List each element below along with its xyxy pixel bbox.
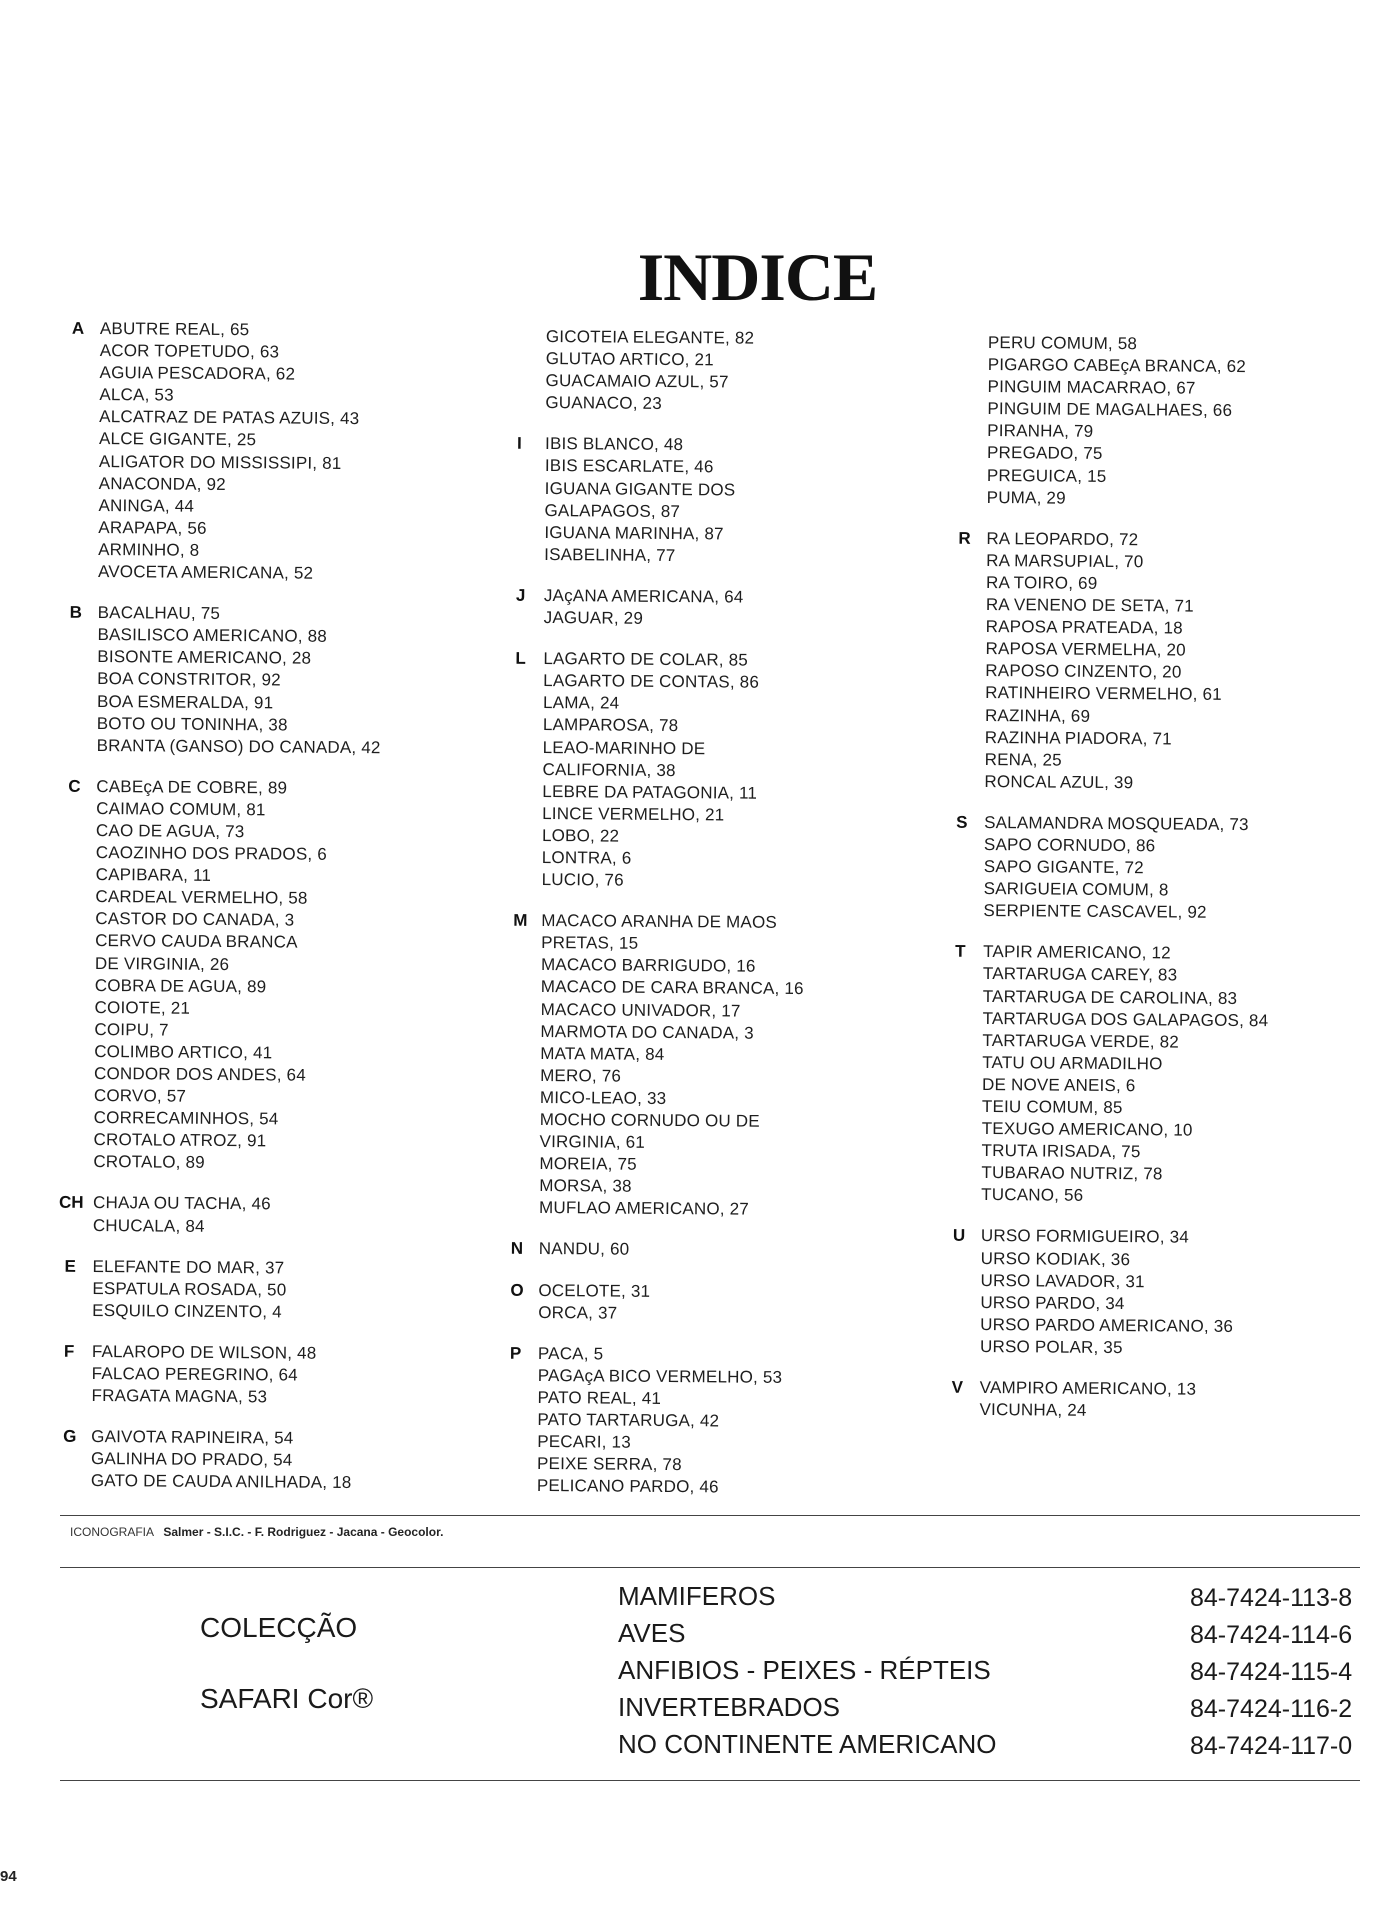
index-group <box>515 585 807 631</box>
index-entries <box>984 528 1272 795</box>
index-entries <box>544 433 808 568</box>
index-entry: CERVO CAUDA BRANCA <box>95 931 298 953</box>
index-entry: BACALHAU, 75 <box>97 603 221 624</box>
index-entry: CALIFORNIA, 38 <box>542 759 676 780</box>
index-column-2 <box>509 326 809 1499</box>
index-entry: RAZINHA, 69 <box>984 705 1091 726</box>
index-entry: MICO-LEAO, 33 <box>539 1087 667 1108</box>
index-entry: SARIGUEIA COMUM, 8 <box>983 879 1169 900</box>
index-entry: TARTARUGA DE CAROLINA, 83 <box>982 986 1238 1008</box>
index-entry: URSO KODIAK, 36 <box>980 1248 1131 1269</box>
index-letter: A <box>71 318 85 338</box>
index-entry: CHAJA OU TACHA, 46 <box>92 1193 271 1214</box>
index-entry: SERPIENTE CASCAVEL, 92 <box>983 901 1207 922</box>
index-letter: S <box>956 812 968 832</box>
series-item: INVERTEBRADOS <box>618 1692 841 1722</box>
index-entry: VAMPIRO AMERICANO, 13 <box>979 1377 1197 1399</box>
index-group <box>545 326 809 416</box>
index-entry: MACACO DE CARA BRANCA, 16 <box>540 977 804 999</box>
index-entry: RONCAL AZUL, 39 <box>984 771 1134 792</box>
index-entry: LAGARTO DE CONTAS, 86 <box>543 671 760 692</box>
index-entries <box>983 812 1270 925</box>
index-entry: GUANACO, 23 <box>545 393 662 414</box>
index-entries <box>542 648 807 893</box>
index-entry: CORVO, 57 <box>93 1086 187 1106</box>
index-entry: PUMA, 29 <box>986 487 1066 508</box>
index-entry: RA LEOPARDO, 72 <box>986 528 1139 549</box>
divider <box>60 1515 1360 1516</box>
index-entries <box>981 941 1269 1208</box>
index-entry: AGUIA PESCADORA, 62 <box>99 363 296 384</box>
index-entries <box>538 1280 801 1326</box>
index-letter: L <box>515 648 526 668</box>
index-letter: M <box>513 910 528 931</box>
index-group <box>987 332 1274 511</box>
index-entry: URSO PARDO, 34 <box>980 1292 1125 1313</box>
index-entry: PINGUIM MACARRAO, 67 <box>987 377 1196 398</box>
index-entry: TARTARUGA DOS GALAPAGOS, 84 <box>982 1008 1269 1030</box>
index-entry: LEBRE DA PATAGONIA, 11 <box>542 781 758 803</box>
index-entry: COLIMBO ARTICO, 41 <box>94 1041 273 1063</box>
divider <box>60 1780 1360 1781</box>
index-entry: PINGUIM DE MAGALHAES, 66 <box>987 399 1233 421</box>
isbn-item: 84-7424-116-2 <box>1190 1695 1353 1723</box>
index-entry: JAçANA AMERICANA, 64 <box>543 585 744 607</box>
collection-label: COLECÇÃO <box>200 1612 358 1643</box>
index-entry: BISONTE AMERICANO, 28 <box>97 647 312 668</box>
page-number: 94 <box>0 1868 17 1885</box>
index-entry: ALCATRAZ DE PATAS AZUIS, 43 <box>99 407 360 429</box>
index-letter: B <box>69 602 83 622</box>
series-item: MAMIFEROS <box>618 1581 776 1611</box>
index-group <box>68 776 380 1176</box>
index-letter: R <box>958 528 971 548</box>
index-entry: RAPOSO CINZENTO, 20 <box>985 661 1182 682</box>
divider <box>60 1567 1360 1568</box>
index-entry: CAIMAO COMUM, 81 <box>96 798 266 820</box>
index-entry: IGUANA MARINHA, 87 <box>544 522 724 544</box>
index-group <box>63 1426 375 1495</box>
isbn-item: 84-7424-115-4 <box>1190 1658 1353 1686</box>
index-entry: MACACO UNIVADOR, 17 <box>540 999 741 1021</box>
index-entry: BOA ESMERALDA, 91 <box>96 691 274 712</box>
index-entry: CAOZINHO DOS PRADOS, 6 <box>95 843 327 864</box>
isbn-item: 84-7424-117-0 <box>1190 1732 1353 1760</box>
index-entry: PREGADO, 75 <box>986 443 1103 464</box>
index-entry: RATINHEIRO VERMELHO, 61 <box>985 683 1222 705</box>
index-entry: VIRGINIA, 61 <box>539 1132 646 1152</box>
isbn-item: 84-7424-113-8 <box>1190 1584 1353 1612</box>
index-entry: ELEFANTE DO MAR, 37 <box>92 1256 285 1278</box>
index-entry: ACOR TOPETUDO, 63 <box>99 341 280 362</box>
index-entry: LEAO-MARINHO DE <box>542 737 706 758</box>
page-title: INDICE <box>637 239 878 315</box>
index-entries <box>93 1192 377 1238</box>
index-entry: BOTO OU TONINHA, 38 <box>96 713 288 735</box>
series-item: ANFIBIOS - PEIXES - RÉPTEIS <box>618 1655 991 1685</box>
index-entry: GICOTEIA ELEGANTE, 82 <box>545 326 755 348</box>
index-entry: PATO TARTARUGA, 42 <box>537 1409 720 1431</box>
series-item: NO CONTINENTE AMERICANO <box>618 1729 997 1759</box>
index-group <box>63 1341 375 1410</box>
index-entry: CARDEAL VERMELHO, 58 <box>95 887 308 908</box>
index-entry: RA MARSUPIAL, 70 <box>986 550 1144 572</box>
index-entry: RA VENENO DE SETA, 71 <box>985 595 1194 616</box>
index-group <box>510 1238 802 1262</box>
index-letter: N <box>510 1239 524 1259</box>
index-group <box>510 1280 801 1326</box>
index-entry: AVOCETA AMERICANA, 52 <box>97 562 314 583</box>
series-list <box>618 1578 996 1763</box>
index-entries <box>987 332 1274 511</box>
index-entry: BOA CONSTRITOR, 92 <box>97 669 281 690</box>
index-entry: CAO DE AGUA, 73 <box>95 820 245 842</box>
index-entry: GALAPAGOS, 87 <box>544 500 681 521</box>
index-letter: J <box>515 585 526 605</box>
index-letter: G <box>63 1426 77 1447</box>
index-entry: CONDOR DOS ANDES, 64 <box>93 1063 306 1085</box>
index-entry: LOBO, 22 <box>541 825 620 846</box>
index-group <box>58 1192 377 1238</box>
index-entry: MERO, 76 <box>540 1065 622 1086</box>
index-entry: URSO PARDO AMERICANO, 36 <box>980 1314 1234 1336</box>
index-group <box>958 528 1272 795</box>
index-entry: RAPOSA PRATEADA, 18 <box>985 617 1183 638</box>
index-entry: JAGUAR, 29 <box>543 608 644 628</box>
index-entries <box>91 1426 375 1495</box>
index-entry: ORCA, 37 <box>538 1302 618 1323</box>
index-group <box>509 1343 801 1500</box>
index-letter: O <box>510 1280 524 1300</box>
index-letter: V <box>951 1377 964 1397</box>
index-group <box>517 433 808 568</box>
index-entry: ISABELINHA, 77 <box>544 544 676 565</box>
index-entry: PAGAçA BICO VERMELHO, 53 <box>537 1365 783 1387</box>
index-entries <box>97 602 382 759</box>
index-group <box>956 812 1270 925</box>
index-entry: TRUTA IRISADA, 75 <box>981 1141 1141 1162</box>
index-entry: RA TOIRO, 69 <box>985 572 1098 593</box>
index-entry: COBRA DE AGUA, 89 <box>94 975 267 996</box>
index-entry: GLUTAO ARTICO, 21 <box>545 349 714 370</box>
index-entry: URSO FORMIGUEIRO, 34 <box>980 1226 1189 1248</box>
index-entry: FALCAO PEREGRINO, 64 <box>91 1363 298 1385</box>
index-entry: TEIU COMUM, 85 <box>981 1096 1123 1118</box>
index-entries <box>980 1225 1267 1360</box>
isbn-list <box>1190 1580 1352 1765</box>
index-entry: LAGARTO DE COLAR, 85 <box>543 649 749 670</box>
index-letter: C <box>68 776 81 796</box>
index-entry: TEXUGO AMERICANO, 10 <box>981 1119 1193 1140</box>
index-entry: RENA, 25 <box>984 749 1062 770</box>
index-entries <box>93 776 380 1176</box>
index-letter: F <box>63 1341 75 1361</box>
index-entry: LONTRA, 6 <box>541 847 632 868</box>
index-entry: ANACONDA, 92 <box>98 473 226 494</box>
index-entry: MACACO BARRIGUDO, 16 <box>540 955 756 977</box>
index-entry: FALAROPO DE WILSON, 48 <box>91 1341 317 1363</box>
index-entry: IBIS BLANCO, 48 <box>544 434 684 455</box>
index-entry: GATO DE CAUDA ANILHADA, 18 <box>90 1471 352 1493</box>
index-entry: PATO REAL, 41 <box>537 1387 662 1408</box>
index-entry: PELICANO PARDO, 46 <box>536 1476 719 1497</box>
index-entry: SAPO CORNUDO, 86 <box>983 834 1156 856</box>
index-entry: TUCANO, 56 <box>981 1185 1084 1206</box>
index-entries <box>539 1238 802 1262</box>
index-entry: PECARI, 13 <box>537 1432 631 1452</box>
index-entry: IBIS ESCARLATE, 46 <box>544 456 714 477</box>
index-entry: TUBARAO NUTRIZ, 78 <box>981 1163 1163 1184</box>
index-entry: ALCE GIGANTE, 25 <box>98 429 257 450</box>
credit-names: Salmer - S.I.C. - F. Rodriguez - Jacana - Geocolor. <box>163 1525 444 1539</box>
index-entry: NANDU, 60 <box>538 1239 630 1260</box>
index-entry: MATA MATA, 84 <box>540 1043 665 1064</box>
index-entry: GUACAMAIO AZUL, 57 <box>545 371 729 392</box>
index-group <box>951 1377 1265 1423</box>
index-entry: PERU COMUM, 58 <box>987 332 1138 354</box>
index-entry: CABEçA DE COBRE, 89 <box>96 776 288 798</box>
index-entry: CROTALO, 89 <box>93 1152 205 1173</box>
index-entry: MOREIA, 75 <box>539 1154 637 1174</box>
index-entry: TAPIR AMERICANO, 12 <box>983 942 1171 963</box>
collection-name: SAFARI Cor® <box>200 1683 374 1714</box>
index-entry: ESPATULA ROSADA, 50 <box>92 1278 287 1300</box>
index-letter: E <box>64 1256 76 1276</box>
index-entry: MACACO ARANHA DE MAOS <box>541 911 778 932</box>
index-entry: FRAGATA MAGNA, 53 <box>91 1386 268 1407</box>
index-entry: URSO LAVADOR, 31 <box>980 1270 1145 1291</box>
index-entry: CORRECAMINHOS, 54 <box>93 1108 279 1129</box>
index-entry: CHUCALA, 84 <box>92 1215 205 1236</box>
index-entry: MARMOTA DO CANADA, 3 <box>540 1021 754 1043</box>
index-letter: P <box>509 1343 522 1363</box>
index-entry: RAZINHA PIADORA, 71 <box>984 727 1172 749</box>
index-entry: PACA, 5 <box>537 1343 604 1364</box>
index-group <box>952 1225 1267 1360</box>
series-item: AVES <box>618 1618 686 1648</box>
index-entry: MUFLAO AMERICANO, 27 <box>538 1198 750 1219</box>
index-group <box>515 648 807 893</box>
index-group <box>69 602 382 759</box>
index-entries <box>539 910 804 1221</box>
index-entry: COIPU, 7 <box>94 1019 169 1040</box>
index-entry: ALCA, 53 <box>99 385 174 405</box>
index-letter: CH <box>58 1193 84 1213</box>
index-entries <box>91 1341 375 1410</box>
index-entry: ARMINHO, 8 <box>98 539 200 560</box>
credit-label: ICONOGRAFIA <box>70 1525 154 1539</box>
index-entry: DE VIRGINIA, 26 <box>94 953 230 974</box>
index-letter: T <box>955 942 966 962</box>
index-entry: BASILISCO AMERICANO, 88 <box>97 625 328 647</box>
index-entry: ARAPAPA, 56 <box>98 517 207 538</box>
index-entry: GALINHA DO PRADO, 54 <box>90 1449 293 1470</box>
iconography-credit <box>70 1525 443 1539</box>
index-group <box>64 1256 376 1325</box>
index-entry: PIGARGO CABEçA BRANCA, 62 <box>987 355 1247 377</box>
index-entries <box>98 318 384 585</box>
index-entry: GAIVOTA RAPINEIRA, 54 <box>91 1427 294 1448</box>
index-letter: U <box>952 1226 966 1246</box>
index-entry: URSO POLAR, 35 <box>979 1336 1123 1358</box>
index-entry: BRANTA (GANSO) DO CANADA, 42 <box>96 735 381 757</box>
index-entry: CROTALO ATROZ, 91 <box>93 1130 267 1151</box>
index-entries <box>979 1377 1265 1423</box>
index-entry: VICUNHA, 24 <box>979 1400 1087 1420</box>
index-entry: LUCIO, 76 <box>541 870 624 890</box>
index-entry: SAPO GIGANTE, 72 <box>983 857 1144 878</box>
index-entry: PREGUICA, 15 <box>986 465 1107 486</box>
index-entry: ESQUILO CINZENTO, 4 <box>92 1300 282 1322</box>
index-entries <box>537 1343 801 1500</box>
index-entry: MORSA, 38 <box>539 1176 632 1196</box>
index-entry: LINCE VERMELHO, 21 <box>542 803 725 825</box>
index-entry: CAPIBARA, 11 <box>95 865 212 886</box>
index-column-1 <box>58 318 384 1495</box>
index-entry: PIRANHA, 79 <box>987 421 1094 442</box>
index-letter: I <box>517 434 522 454</box>
index-column-3 <box>951 332 1273 1423</box>
index-group <box>955 941 1269 1208</box>
index-entry: TARTARUGA VERDE, 82 <box>982 1030 1180 1052</box>
index-entry: ABUTRE REAL, 65 <box>99 318 250 340</box>
index-entry: IGUANA GIGANTE DOS <box>544 478 736 500</box>
index-entry: TARTARUGA CAREY, 83 <box>982 964 1178 985</box>
index-entry: MOCHO CORNUDO OU DE <box>539 1109 760 1131</box>
index-entries <box>544 585 807 631</box>
index-entry: ALIGATOR DO MISSISSIPI, 81 <box>98 451 342 473</box>
index-entry: COIOTE, 21 <box>94 997 191 1018</box>
index-group <box>513 910 804 1221</box>
index-entry: LAMA, 24 <box>542 693 620 713</box>
index-entry: DE NOVE ANEIS, 6 <box>982 1074 1136 1096</box>
index-entry: RAPOSA VERMELHA, 20 <box>985 639 1186 660</box>
index-group <box>71 318 384 585</box>
index-entries <box>545 326 809 416</box>
index-entry: LAMPAROSA, 78 <box>542 715 679 736</box>
index-entry: ANINGA, 44 <box>98 495 195 516</box>
index-entry: CASTOR DO CANADA, 3 <box>95 909 295 930</box>
isbn-item: 84-7424-114-6 <box>1190 1621 1353 1649</box>
index-entry: PRETAS, 15 <box>541 933 639 953</box>
index-entries <box>92 1256 376 1325</box>
index-entry: SALAMANDRA MOSQUEADA, 73 <box>984 812 1249 834</box>
index-entry: OCELOTE, 31 <box>538 1280 651 1301</box>
index-entry: TATU OU ARMADILHO <box>982 1052 1163 1074</box>
index-entry: PEIXE SERRA, 78 <box>536 1454 682 1475</box>
